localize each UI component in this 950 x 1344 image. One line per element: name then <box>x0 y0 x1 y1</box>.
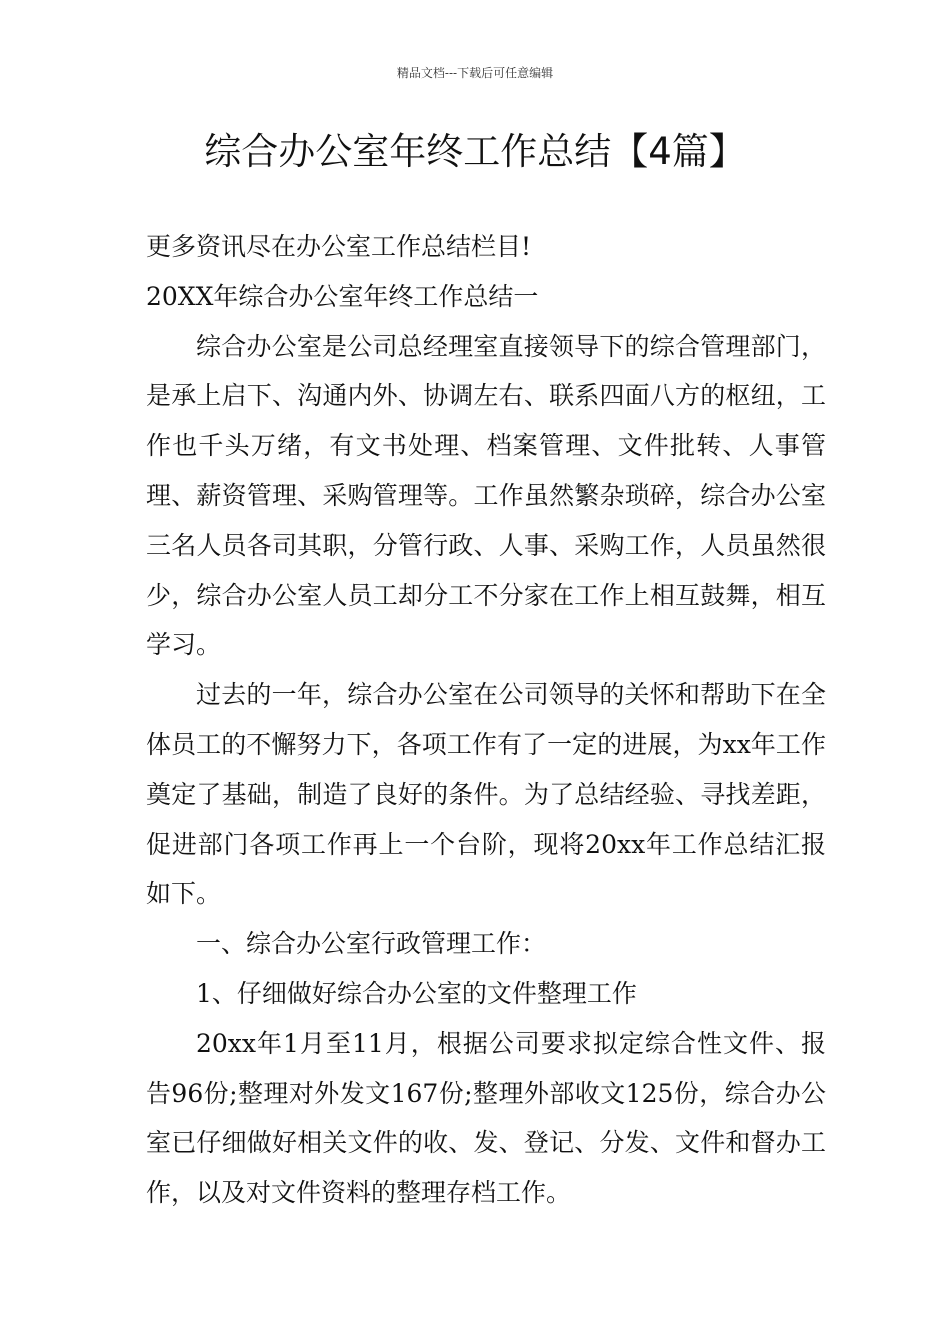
header-note: 精品文档---下载后可任意编辑 <box>396 66 554 80</box>
document-body <box>146 222 826 1218</box>
section-heading: 20XX年综合办公室年终工作总结一 <box>146 281 539 311</box>
paragraph: 过去的一年，综合办公室在公司领导的关怀和帮助下在全体员工的不懈努力下，各项工作有了一定的进展，为xx年工作奠定了基础，制造了良好的条件。为了总结经验、寻找差距，促进部门各项工作再上一个台阶，现将20xx年工作总结汇报如下。 <box>146 680 826 909</box>
paragraph: 20xx年1月至11月，根据公司要求拟定综合性文件、报告96份;整理对外发文167份;整理外部收文125份，综合办公室已仔细做好相关文件的收、发、登记、分发、文件和督办工作，以及对文件资料的整理存档工作。 <box>146 1028 826 1208</box>
subsection-heading: 一、综合办公室行政管理工作： <box>196 929 547 959</box>
item-heading: 1、仔细做好综合办公室的文件整理工作 <box>196 978 637 1008</box>
intro-line: 更多资讯尽在办公室工作总结栏目! <box>146 232 532 261</box>
paragraph: 综合办公室是公司总经理室直接领导下的综合管理部门，是承上启下、沟通内外、协调左右、联系四面八方的枢纽，工作也千头万绪，有文书处理、档案管理、文件批转、人事管理、薪资管理、采购管理等。工作虽然繁杂琐碎，综合办公室三名人员各司其职，分管行政、人事、采购工作，人员虽然很少，综合办公室人员工却分工不分家在工作上相互鼓舞，相互学习。 <box>146 331 826 660</box>
document-title: 综合办公室年终工作总结【4篇】 <box>204 130 746 173</box>
